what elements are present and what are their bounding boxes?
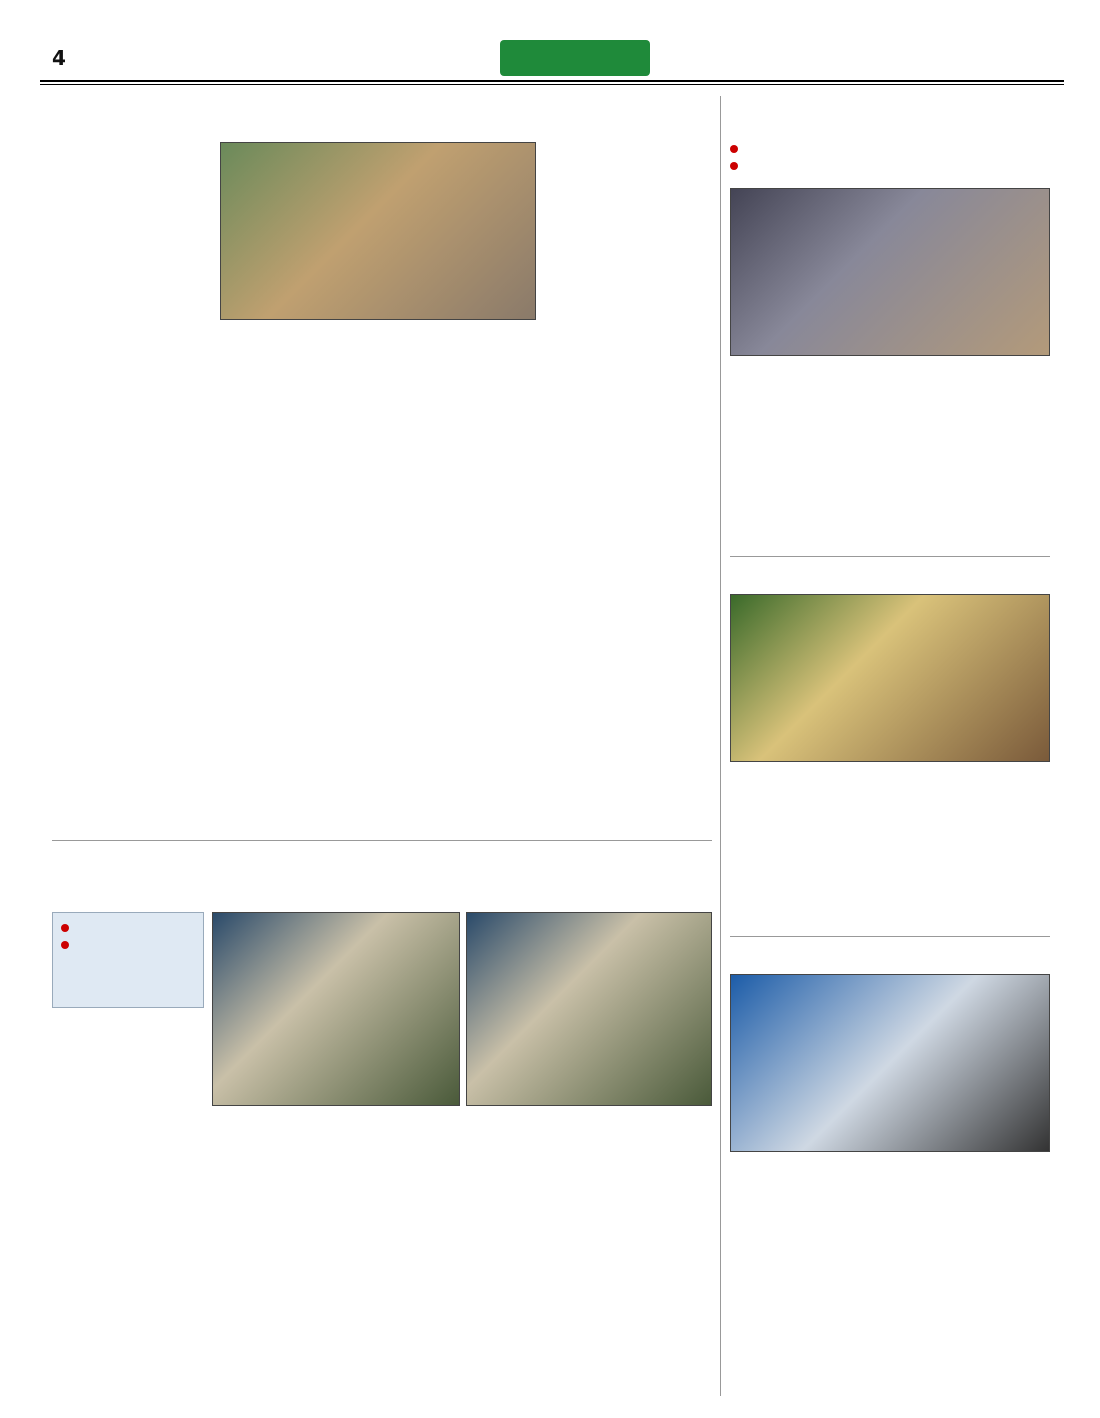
martyrs-col-3 [380,1112,540,1398]
header-rule [40,80,1064,82]
bullet-item [61,919,195,932]
main-article-col-1 [52,142,212,832]
martyrs-photo-left [212,912,460,1106]
martyrs-col-1 [52,1014,204,1398]
bullet-dot-icon [730,162,738,170]
main-article-col-3 [383,326,536,832]
main-article-col-2 [220,326,375,832]
section-divider [52,840,712,841]
page-header-left [52,46,66,70]
bullet-item [730,157,1050,170]
martyrs-col-2 [212,1112,372,1398]
bullet-item [61,936,195,949]
martyrs-col-4 [548,1112,712,1398]
bullet-dot-icon [61,941,69,949]
newspaper-logo [500,40,650,76]
martyrs-bullet-box [52,912,204,1008]
main-article-photo [220,142,536,320]
main-article-caption [544,142,712,832]
right-top-bullets [730,140,1050,174]
page-number: 4 [52,46,66,70]
right-mid-body [730,768,1050,928]
right-bottom-body [730,1158,1050,1398]
right-mid-photo [730,594,1050,762]
section-divider [730,556,1050,557]
column-divider [720,96,721,1396]
header-rule-thin [40,84,1064,85]
bullet-dot-icon [730,145,738,153]
right-bottom-photo [730,974,1050,1152]
bullet-dot-icon [61,924,69,932]
section-divider [730,936,1050,937]
bullet-item [730,140,1050,153]
martyrs-photo-right [466,912,712,1106]
right-top-photo [730,188,1050,356]
right-top-body [730,362,1050,548]
